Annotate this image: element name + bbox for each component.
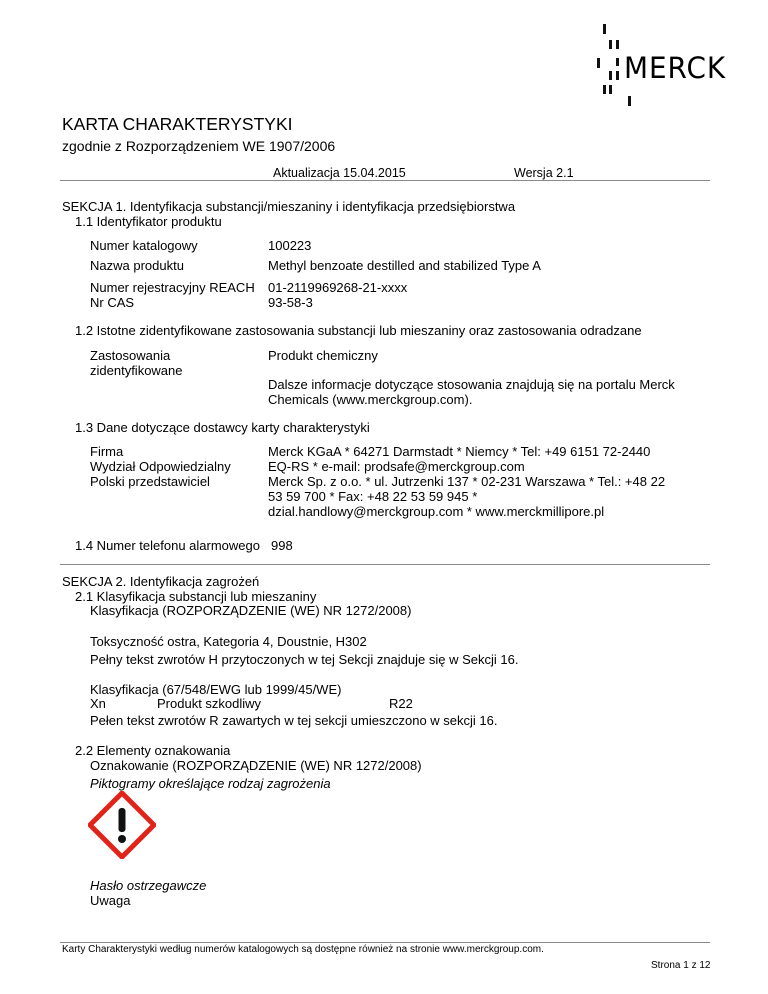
update-date: Aktualizacja 15.04.2015	[273, 166, 406, 180]
subsection-1-3-heading: 1.3 Dane dotyczące dostawcy karty charakterystyki	[75, 420, 370, 435]
footer-divider	[60, 942, 710, 943]
representative-label: Polski przedstawiciel	[90, 474, 210, 489]
cas-number-label: Nr CAS	[90, 295, 135, 310]
version: Wersja 2.1	[514, 166, 574, 180]
product-name-label: Nazwa produktu	[90, 258, 184, 273]
reach-number-label: Numer rejestracyjny REACH	[90, 280, 255, 295]
section-1-heading: SEKCJA 1. Identyfikacja substancji/mieszaniny i identyfikacja przedsiębiorstwa	[62, 199, 516, 214]
page-number: Strona 1 z 12	[651, 960, 711, 971]
footer-note: Karty Charakterystyki według numerów katalogowych są dostępne również na stronie www.merckgroup.com.	[62, 944, 544, 955]
identified-uses-label-line2: zidentyfikowane	[90, 363, 183, 378]
identified-uses-value: Produkt chemiczny	[268, 348, 378, 363]
ghs07-exclamation-pictogram-icon	[88, 791, 156, 859]
dsd-symbol: Xn	[90, 696, 106, 711]
subsection-2-2-heading: 2.2 Elementy oznakowania	[75, 743, 231, 758]
merck-logo	[592, 24, 742, 106]
reach-number-value: 01-2119969268-21-xxxx	[268, 280, 408, 295]
section-2-heading: SEKCJA 2. Identyfikacja zagrożeń	[62, 574, 260, 589]
product-name-value: Methyl benzoate destilled and stabilized Type A	[268, 258, 541, 273]
signal-word-label: Hasło ostrzegawcze	[90, 878, 207, 893]
representative-value-line2: 53 59 700 * Fax: +48 22 53 59 945 *	[268, 489, 478, 504]
dsd-risk-phrase: R22	[389, 696, 413, 711]
emergency-phone-value: 998	[271, 538, 293, 553]
subsection-1-1-heading: 1.1 Identyfikator produktu	[75, 214, 222, 229]
catalog-number-value: 100223	[268, 238, 312, 253]
identified-uses-label-line1: Zastosowania	[90, 348, 171, 363]
subsection-2-1-heading: 2.1 Klasyfikacja substancji lub mieszaniny	[75, 589, 317, 604]
representative-value-line1: Merck Sp. z o.o. * ul. Jutrzenki 137 * 02-231 Warszawa * Tel.: +48 22	[268, 474, 666, 489]
dsd-danger-name: Produkt szkodliwy	[157, 696, 262, 711]
subsection-1-4-heading: 1.4 Numer telefonu alarmowego	[75, 538, 260, 553]
clp-classification-line: Toksyczność ostra, Kategoria 4, Doustnie, H302	[90, 634, 367, 649]
representative-value-line3: dzial.handlowy@merckgroup.com * www.merckmillipore.pl	[268, 504, 605, 519]
signal-word-value: Uwaga	[90, 893, 131, 908]
company-value: Merck KGaA * 64271 Darmstadt * Niemcy * Tel: +49 6151 72-2440	[268, 444, 651, 459]
document-title: KARTA CHARAKTERYSTYKI	[62, 114, 293, 134]
document-subtitle: zgodnie z Rozporządzeniem WE 1907/2006	[62, 138, 336, 154]
r-phrases-note: Pełen tekst zwrotów R zawartych w tej sekcji umieszczono w sekcji 16.	[90, 713, 498, 728]
h-phrases-note: Pełny tekst zwrotów H przytoczonych w tej Sekcji znajduje się w Sekcji 16.	[90, 652, 519, 667]
department-value: EQ-RS * e-mail: prodsafe@merckgroup.com	[268, 459, 525, 474]
header-divider	[60, 180, 710, 181]
dsd-classification-heading: Klasyfikacja (67/548/EWG lub 1999/45/WE)	[90, 682, 342, 697]
subsection-1-2-heading: 1.2 Istotne zidentyfikowane zastosowania substancji lub mieszaniny oraz zastosowania odradzane	[75, 323, 642, 338]
cas-number-value: 93-58-3	[268, 295, 313, 310]
more-info-line2: Chemicals (www.merckgroup.com).	[268, 392, 473, 407]
more-info-line1: Dalsze informacje dotyczące stosowania znajdują się na portalu Merck	[268, 377, 675, 392]
clp-labelling-heading: Oznakowanie (ROZPORZĄDZENIE (WE) NR 1272/2008)	[90, 758, 422, 773]
catalog-number-label: Numer katalogowy	[90, 238, 198, 253]
merck-logo-text: MERCK	[624, 51, 727, 85]
department-label: Wydział Odpowiedzialny	[90, 459, 231, 474]
company-label: Firma	[90, 444, 124, 459]
section-divider	[60, 564, 710, 565]
clp-classification-heading: Klasyfikacja (ROZPORZĄDZENIE (WE) NR 1272/2008)	[90, 603, 412, 618]
pictograms-label: Piktogramy określające rodzaj zagrożenia	[90, 776, 331, 791]
